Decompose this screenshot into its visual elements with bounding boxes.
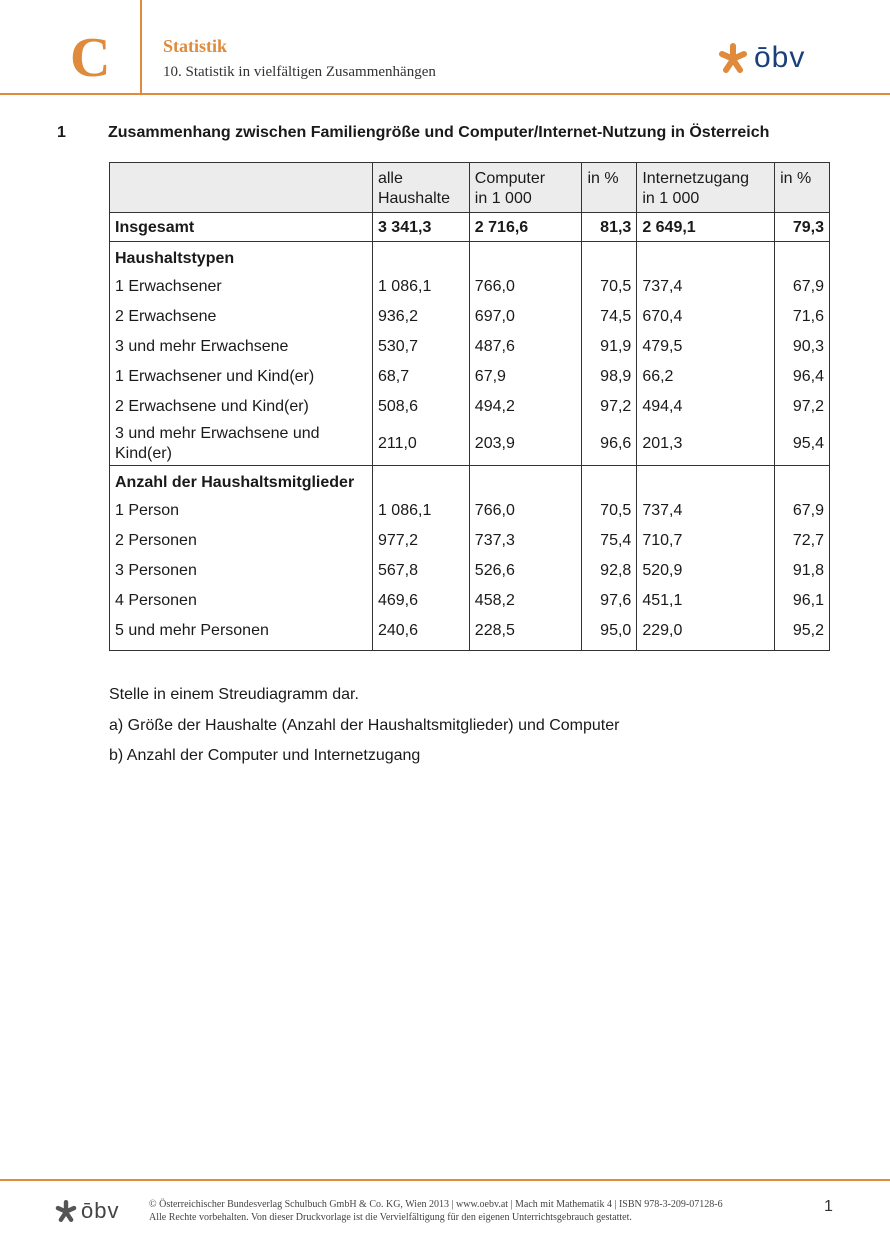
table-header-row: [110, 163, 830, 213]
table-cell: 3 Personen: [110, 556, 373, 586]
table-cell: 240,6: [372, 616, 469, 651]
table-cell: 670,4: [637, 302, 775, 332]
table-cell: 70,5: [582, 272, 637, 302]
table-cell: 91,9: [582, 332, 637, 362]
empty-cell: [637, 466, 775, 497]
column-header-line1: in %: [587, 170, 619, 187]
instruction-b: b) Anzahl der Computer und Internetzugang: [109, 747, 421, 764]
table-cell: 479,5: [637, 332, 775, 362]
footer-logo-text: ōbv: [81, 1198, 120, 1223]
table-cell: 203,9: [469, 422, 582, 466]
table-cell: 67,9: [775, 272, 830, 302]
table-cell: 95,2: [775, 616, 830, 651]
table-cell: 737,3: [469, 526, 582, 556]
table-cell: 3 und mehr Erwachsene und Kind(er): [110, 422, 373, 466]
chapter-title: Statistik: [163, 36, 228, 56]
instruction-intro: Stelle in einem Streudiagramm dar.: [109, 686, 359, 703]
table-cell: 211,0: [372, 422, 469, 466]
table-cell: 494,4: [637, 392, 775, 422]
obv-star-icon: [718, 42, 748, 74]
task-title: Zusammenhang zwischen Familiengröße und Computer/Internet-Nutzung in Österreich: [108, 124, 770, 141]
table-cell: 92,8: [582, 556, 637, 586]
table-cell: 494,2: [469, 392, 582, 422]
empty-cell: [469, 242, 582, 273]
table-cell: 1 Erwachsener und Kind(er): [110, 362, 373, 392]
table-cell: 75,4: [582, 526, 637, 556]
table-cell: 2 Personen: [110, 526, 373, 556]
table-cell: 97,2: [775, 392, 830, 422]
table-cell: 737,4: [637, 272, 775, 302]
table-row: [110, 362, 830, 392]
table-cell: 5 und mehr Personen: [110, 616, 373, 651]
table-cell: 91,8: [775, 556, 830, 586]
table-row: [110, 422, 830, 466]
chapter-letter: C: [70, 27, 111, 89]
section-title: Anzahl der Haushaltsmitglieder: [110, 466, 373, 497]
table-cell: 2 716,6: [469, 213, 582, 242]
table-cell: 90,3: [775, 332, 830, 362]
table-cell: 469,6: [372, 586, 469, 616]
table-cell: 2 Erwachsene und Kind(er): [110, 392, 373, 422]
table-cell: 936,2: [372, 302, 469, 332]
table-cell: 451,1: [637, 586, 775, 616]
footer-copyright-line2: Alle Rechte vorbehalten. Von dieser Druckvorlage ist die Vervielfältigung für den eigenen Unterrichtsgebrauch gestattet.: [149, 1212, 632, 1223]
table-cell: 98,9: [582, 362, 637, 392]
table-cell: 229,0: [637, 616, 775, 651]
table-row: [110, 556, 830, 586]
table-cell: 70,5: [582, 496, 637, 526]
column-header-line1: alle: [377, 170, 403, 187]
table-row: [110, 392, 830, 422]
table-cell: 95,0: [582, 616, 637, 651]
column-header: [469, 163, 582, 213]
table-cell: 697,0: [469, 302, 582, 332]
table-cell: 766,0: [469, 496, 582, 526]
table-cell: 71,6: [775, 302, 830, 332]
footer-copyright-line1: © Österreichischer Bundesverlag Schulbuch GmbH & Co. KG, Wien 2013 | www.oebv.at | Mach mit Mathematik 4 | ISBN 978-3-209-07128-6: [149, 1199, 723, 1210]
table-row: [110, 272, 830, 302]
column-header: [775, 163, 830, 213]
table-cell: 96,1: [775, 586, 830, 616]
table-cell: 66,2: [637, 362, 775, 392]
table-cell: 74,5: [582, 302, 637, 332]
table-cell: 508,6: [372, 392, 469, 422]
table-cell: 2 Erwachsene: [110, 302, 373, 332]
column-header: [372, 163, 469, 213]
table-row: [110, 302, 830, 332]
table-cell: 67,9: [775, 496, 830, 526]
table-cell: 2 649,1: [637, 213, 775, 242]
footer-copyright: [149, 1198, 723, 1224]
column-header-line2: in 1 000: [642, 190, 700, 207]
table-cell: 710,7: [637, 526, 775, 556]
table-cell: 201,3: [637, 422, 775, 466]
empty-cell: [372, 466, 469, 497]
publisher-logo: [718, 40, 805, 76]
table-cell: 487,6: [469, 332, 582, 362]
empty-cell: [775, 466, 830, 497]
section-title: Haushaltstypen: [110, 242, 373, 273]
table-cell: 766,0: [469, 272, 582, 302]
table-cell: 1 Erwachsener: [110, 272, 373, 302]
table-row-total: [110, 213, 830, 242]
table-cell: 3 und mehr Erwachsene: [110, 332, 373, 362]
instruction-a: a) Größe der Haushalte (Anzahl der Haushaltsmitglieder) und Computer: [109, 717, 620, 734]
column-header-line1: Computer: [474, 170, 546, 187]
table-cell: 520,9: [637, 556, 775, 586]
footer-divider: [0, 1179, 890, 1181]
column-header-line1: in %: [780, 170, 812, 187]
empty-cell: [775, 242, 830, 273]
table-cell: 96,4: [775, 362, 830, 392]
table-cell: 67,9: [469, 362, 582, 392]
column-header-line1: Internetzugang: [642, 170, 750, 187]
table-row: [110, 616, 830, 651]
household-computer-table: [109, 162, 830, 651]
page-number: 1: [824, 1198, 833, 1215]
table-row: [110, 526, 830, 556]
table-cell: Insgesamt: [110, 213, 373, 242]
column-header: [110, 163, 373, 213]
table-cell: 1 Person: [110, 496, 373, 526]
empty-cell: [372, 242, 469, 273]
table-section-heading: [110, 242, 830, 273]
table-cell: 97,2: [582, 392, 637, 422]
table-row: [110, 332, 830, 362]
table-cell: 228,5: [469, 616, 582, 651]
table-cell: 567,8: [372, 556, 469, 586]
column-header-line2: Haushalte: [377, 190, 450, 207]
table-cell: 97,6: [582, 586, 637, 616]
table-cell: 4 Personen: [110, 586, 373, 616]
table-cell: 530,7: [372, 332, 469, 362]
column-header: [582, 163, 637, 213]
table-cell: 81,3: [582, 213, 637, 242]
empty-cell: [582, 242, 637, 273]
obv-star-gray-icon: [55, 1199, 77, 1223]
table-cell: 79,3: [775, 213, 830, 242]
table-cell: 96,6: [582, 422, 637, 466]
header-divider-horizontal: [0, 93, 890, 95]
table-section-heading: [110, 466, 830, 497]
column-header: [637, 163, 775, 213]
table-cell: 68,7: [372, 362, 469, 392]
empty-cell: [637, 242, 775, 273]
table-cell: 977,2: [372, 526, 469, 556]
table-cell: 526,6: [469, 556, 582, 586]
table-cell: 3 341,3: [372, 213, 469, 242]
table-cell: 737,4: [637, 496, 775, 526]
header-divider-vertical: [140, 0, 142, 94]
table-cell: 458,2: [469, 586, 582, 616]
empty-cell: [469, 466, 582, 497]
footer-logo: [55, 1199, 119, 1223]
column-header-line2: in 1 000: [474, 190, 532, 207]
table-cell: 1 086,1: [372, 272, 469, 302]
publisher-logo-text: ōbv: [754, 41, 806, 74]
table-row: [110, 496, 830, 526]
table-cell: 95,4: [775, 422, 830, 466]
table-cell: 72,7: [775, 526, 830, 556]
chapter-subtitle: 10. Statistik in vielfältigen Zusammenhängen: [163, 64, 436, 80]
empty-cell: [582, 466, 637, 497]
table-cell: 1 086,1: [372, 496, 469, 526]
table-row: [110, 586, 830, 616]
task-number: 1: [57, 124, 66, 141]
